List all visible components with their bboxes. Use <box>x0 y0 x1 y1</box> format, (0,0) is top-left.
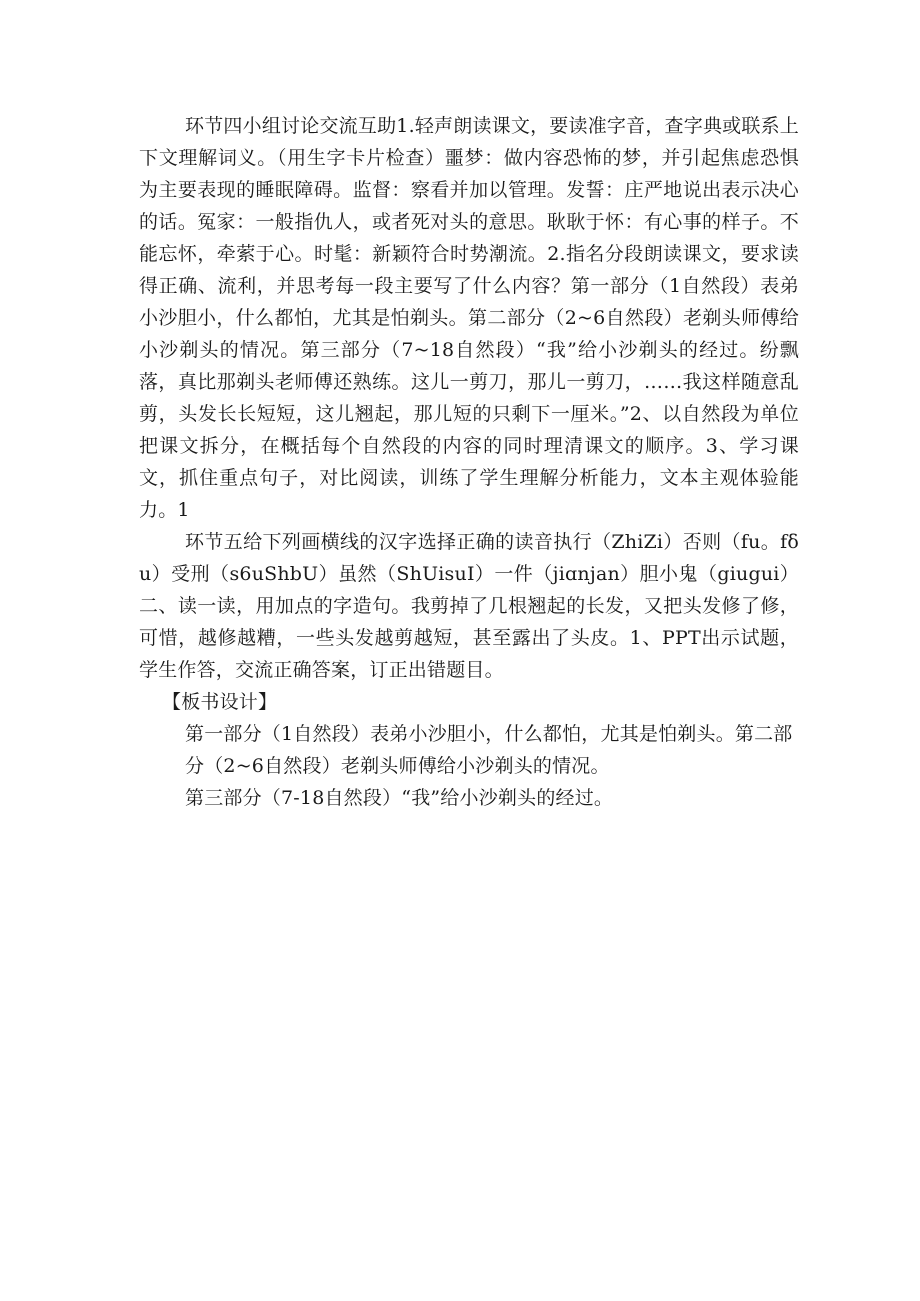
paragraph-section-four: 环节四小组讨论交流互助1.轻声朗读课文，要读准字音，查字典或联系上下文理解词义。（用生字卡片检查）噩梦：做内容恐怖的梦，并引起焦虑恐惧为主要表现的睡眠障碍。监督：察看并加以管理。发誓：庄严地说出表示决心的话。冤家：一般指仇人，或者死对头的意思。耿耿于怀：有心事的样子。不能忘怀，牵萦于心。时髦：新颖符合时势潮流。2.指名分段朗读课文，要求读得正确、流利，并思考每一段主要写了什么内容？第一部分（1自然段）表弟小沙胆小，什么都怕，尤其是怕剃头。第二部分（2~6自然段）老剃头师傅给小沙剃头的情况。第三部分（7~18自然段）“我”给小沙剃头的经过。纷飘落，真比那剃头老师傅还熟练。这儿一剪刀，那儿一剪刀，……我这样随意乱剪，头发长长短短，这儿翘起，那儿短的只剩下一厘米。”2、以自然段为单位把课文拆分，在概括每个自然段的内容的同时理清课文的顺序。3、学习课文，抓住重点句子，对比阅读，训练了学生理解分析能力，文本主观体验能力。1 <box>139 115 799 521</box>
document-body <box>139 110 799 814</box>
board-line-part-three: 第三部分（7-18自然段）“我”给小沙剃头的经过。 <box>185 787 614 809</box>
paragraph-section-five: 环节五给下列画横线的汉字选择正确的读音执行（ZhiZi）否则（fu。fδu）受刑（s6uShbU）虽然（ShUisuI）一件（jiɑnjan）胆小鬼（giugui）二、读一读，用加点的字造句。我剪掉了几根翘起的长发，又把头发修了修，可惜，越修越糟，一些头发越剪越短，甚至露出了头皮。1、PPT出示试题，学生作答，交流正确答案，订正出错题目。 <box>139 531 799 681</box>
board-design-heading: 【板书设计】 <box>162 691 278 713</box>
board-line-parts-one-two: 第一部分（1自然段）表弟小沙胆小，什么都怕，尤其是怕剃头。第二部分（2~6自然段）老剃头师傅给小沙剃头的情况。 <box>185 723 793 777</box>
